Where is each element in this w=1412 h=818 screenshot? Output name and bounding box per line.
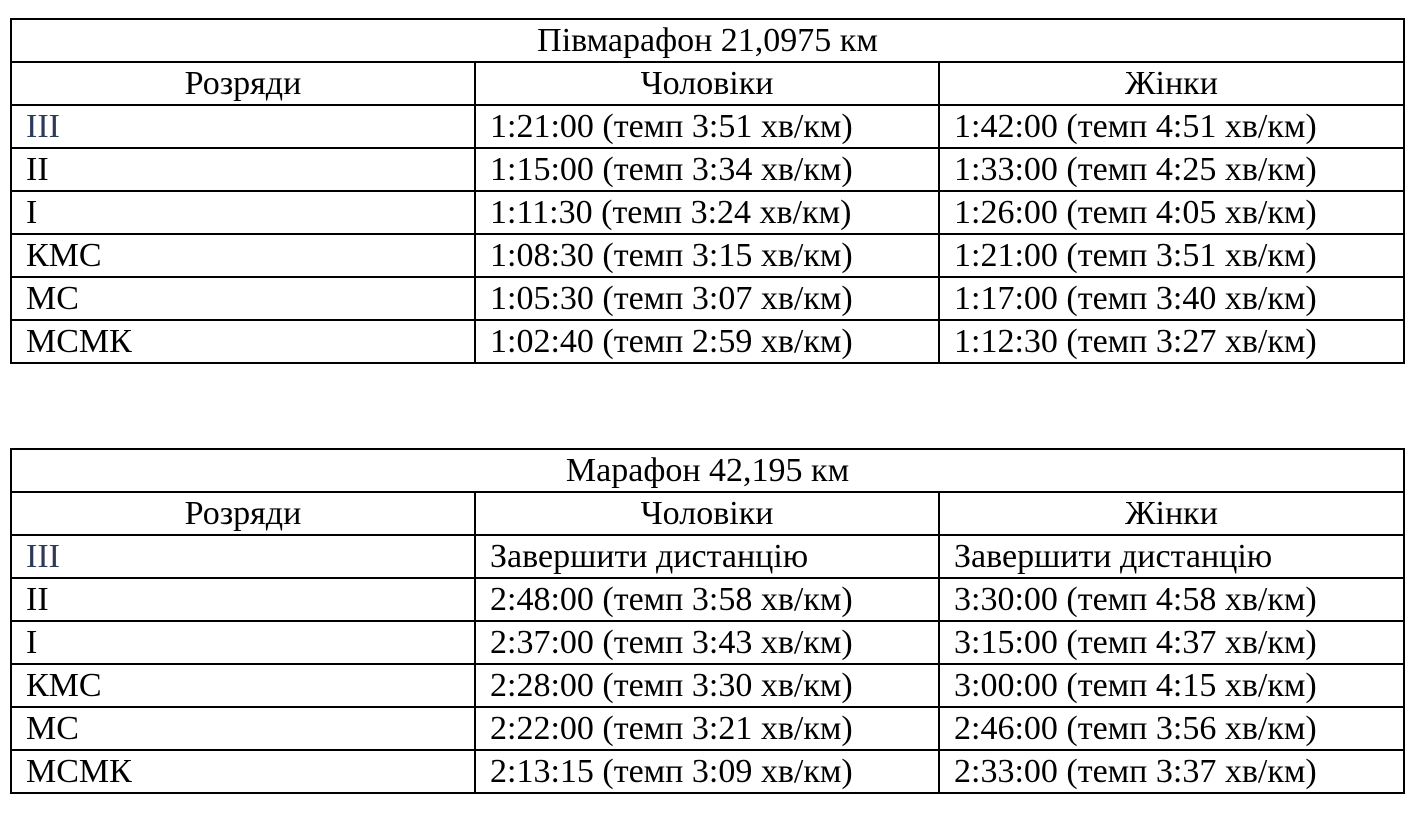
men-time-cell: 1:02:40 (темп 2:59 хв/км) [475, 320, 939, 363]
women-time-cell: 3:00:00 (темп 4:15 хв/км) [939, 664, 1404, 707]
women-time-cell: 2:33:00 (темп 3:37 хв/км) [939, 750, 1404, 793]
table-row [11, 578, 1404, 621]
men-time-cell: 2:37:00 (темп 3:43 хв/км) [475, 621, 939, 664]
men-time-cell: 2:28:00 (темп 3:30 хв/км) [475, 664, 939, 707]
men-time-cell: 1:05:30 (темп 3:07 хв/км) [475, 277, 939, 320]
header-women: Жінки [939, 492, 1404, 535]
men-time-cell: 1:21:00 (темп 3:51 хв/км) [475, 105, 939, 148]
men-time-cell: 2:22:00 (темп 3:21 хв/км) [475, 707, 939, 750]
women-time-cell: Завершити дистанцію [939, 535, 1404, 578]
men-time-cell: 1:15:00 (темп 3:34 хв/км) [475, 148, 939, 191]
table-title-row [11, 449, 1404, 492]
rank-cell: КМС [11, 664, 475, 707]
table-row [11, 234, 1404, 277]
table-row [11, 535, 1404, 578]
men-time-cell: 1:08:30 (темп 3:15 хв/км) [475, 234, 939, 277]
table-row [11, 191, 1404, 234]
table-row [11, 320, 1404, 363]
half-marathon-table [10, 18, 1405, 364]
rank-cell: МС [11, 707, 475, 750]
table-row [11, 750, 1404, 793]
rank-cell: II [11, 578, 475, 621]
men-time-cell: 2:13:15 (темп 3:09 хв/км) [475, 750, 939, 793]
header-ranks: Розряди [11, 492, 475, 535]
women-time-cell: 2:46:00 (темп 3:56 хв/км) [939, 707, 1404, 750]
rank-cell: I [11, 191, 475, 234]
table-title-row [11, 19, 1404, 62]
table-header-row [11, 492, 1404, 535]
women-time-cell: 1:12:30 (темп 3:27 хв/км) [939, 320, 1404, 363]
marathon-table [10, 448, 1405, 794]
table-header-row [11, 62, 1404, 105]
rank-cell: МСМК [11, 320, 475, 363]
women-time-cell: 1:42:00 (темп 4:51 хв/км) [939, 105, 1404, 148]
women-time-cell: 3:30:00 (темп 4:58 хв/км) [939, 578, 1404, 621]
women-time-cell: 1:17:00 (темп 3:40 хв/км) [939, 277, 1404, 320]
men-time-cell: Завершити дистанцію [475, 535, 939, 578]
header-men: Чоловіки [475, 492, 939, 535]
table-row [11, 277, 1404, 320]
rank-cell: II [11, 148, 475, 191]
rank-cell: МСМК [11, 750, 475, 793]
table-row [11, 105, 1404, 148]
women-time-cell: 1:21:00 (темп 3:51 хв/км) [939, 234, 1404, 277]
table-title: Півмарафон 21,0975 км [11, 19, 1404, 62]
men-time-cell: 2:48:00 (темп 3:58 хв/км) [475, 578, 939, 621]
rank-cell: III [11, 535, 475, 578]
table-row [11, 664, 1404, 707]
header-ranks: Розряди [11, 62, 475, 105]
rank-cell: МС [11, 277, 475, 320]
table-row [11, 148, 1404, 191]
men-time-cell: 1:11:30 (темп 3:24 хв/км) [475, 191, 939, 234]
women-time-cell: 3:15:00 (темп 4:37 хв/км) [939, 621, 1404, 664]
rank-cell: I [11, 621, 475, 664]
table-row [11, 621, 1404, 664]
women-time-cell: 1:26:00 (темп 4:05 хв/км) [939, 191, 1404, 234]
header-men: Чоловіки [475, 62, 939, 105]
rank-cell: III [11, 105, 475, 148]
women-time-cell: 1:33:00 (темп 4:25 хв/км) [939, 148, 1404, 191]
table-title: Марафон 42,195 км [11, 449, 1404, 492]
table-row [11, 707, 1404, 750]
rank-cell: КМС [11, 234, 475, 277]
header-women: Жінки [939, 62, 1404, 105]
